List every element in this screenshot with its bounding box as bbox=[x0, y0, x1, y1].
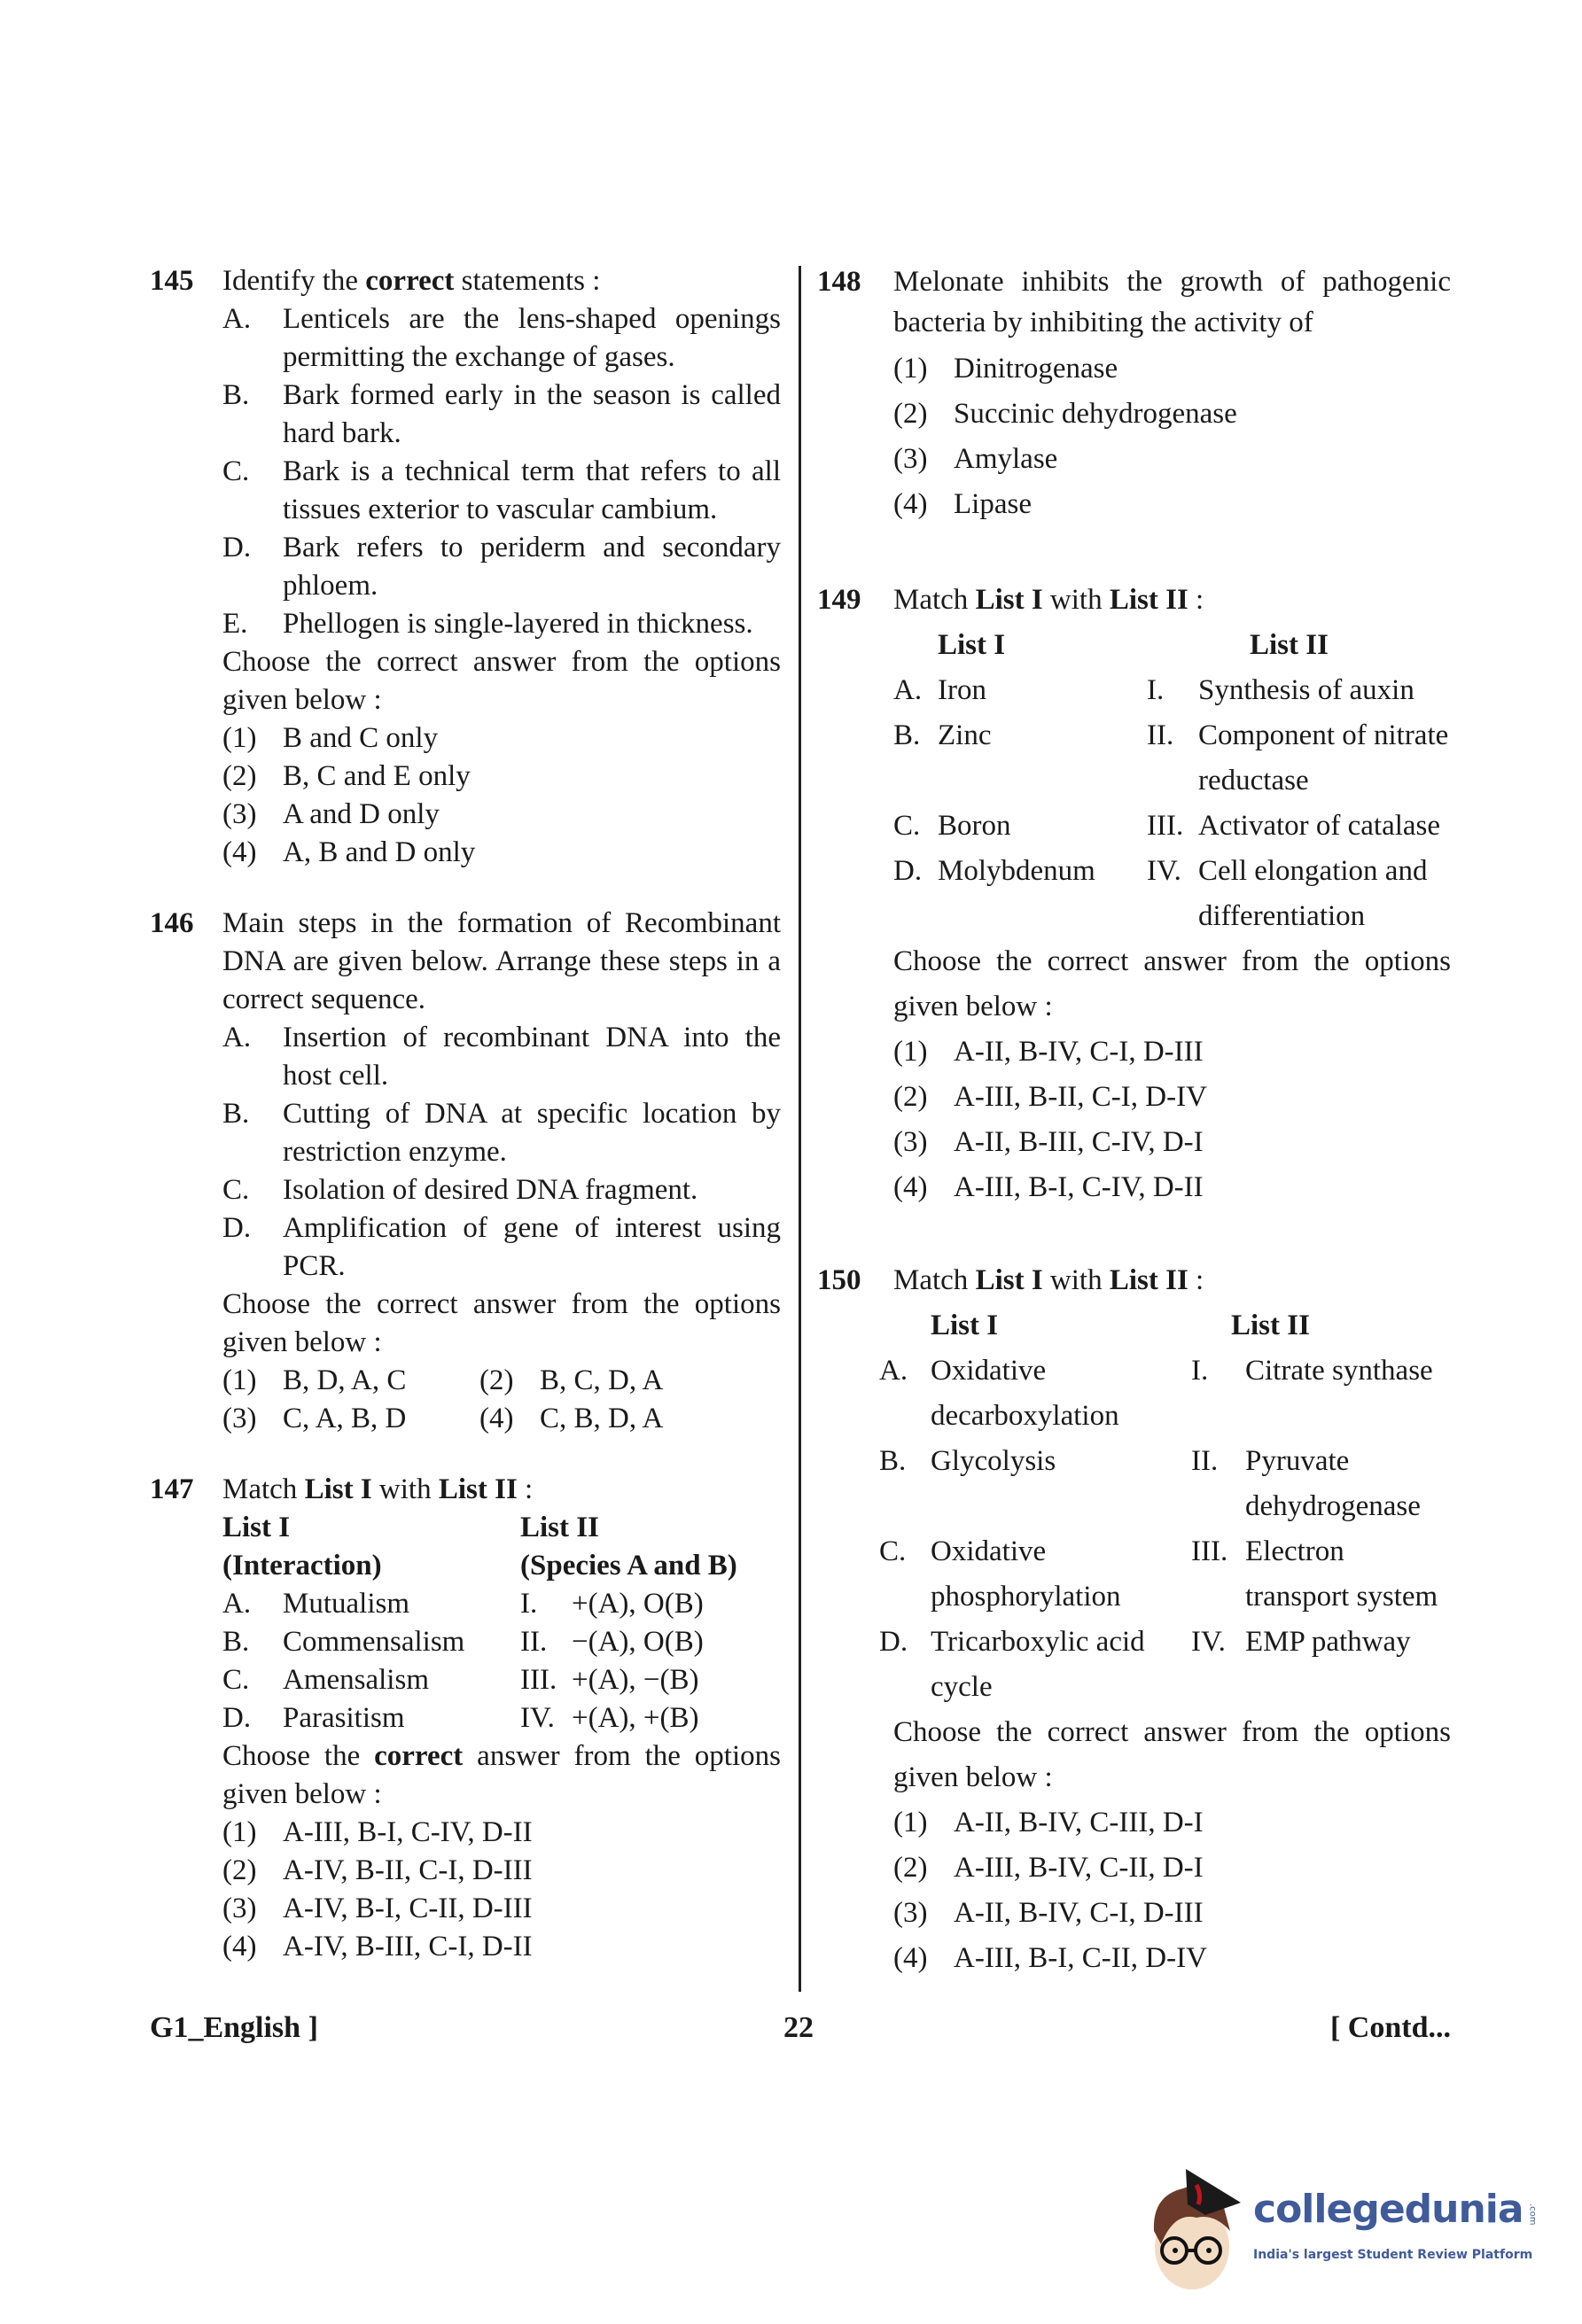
list1-label: D. bbox=[222, 1702, 252, 1734]
item-label: (2) bbox=[222, 760, 257, 792]
answer-option bbox=[222, 1362, 479, 1400]
logo-tagline: India's largest Student Review Platform bbox=[1253, 2248, 1533, 2262]
question-stem: Main steps in the formation of Recombinant DNA are given below. Arrange these steps in a correct sequence. bbox=[222, 907, 781, 1015]
question-stem bbox=[222, 1471, 781, 1509]
step-item bbox=[222, 1209, 781, 1286]
answer-option bbox=[893, 346, 1451, 392]
list2-item: −(A), O(B) bbox=[572, 1626, 704, 1658]
item-label: (3) bbox=[222, 1893, 257, 1924]
match-table-header bbox=[879, 1303, 1451, 1349]
item-text: Insertion of recombinant DNA into the host cell. bbox=[283, 1022, 781, 1092]
stem-text: with bbox=[371, 1473, 439, 1505]
item-text: A-III, B-I, C-IV, D-II bbox=[954, 1171, 1204, 1203]
stem-text: statements : bbox=[454, 265, 601, 297]
list1-item: Molybdenum bbox=[938, 855, 1095, 887]
answer-option bbox=[893, 1936, 1451, 1981]
match-row bbox=[893, 668, 1451, 713]
item-text: A-III, B-IV, C-II, D-I bbox=[954, 1852, 1204, 1884]
item-label: (2) bbox=[893, 1081, 928, 1113]
item-label: D. bbox=[222, 532, 252, 564]
item-label: (2) bbox=[893, 398, 928, 430]
collegedunia-logo bbox=[1143, 2169, 1569, 2293]
list2-label: I. bbox=[520, 1588, 538, 1620]
match-row bbox=[879, 1529, 1451, 1620]
list2-item: Synthesis of auxin bbox=[1198, 674, 1414, 706]
list1-label: B. bbox=[879, 1445, 907, 1477]
stem-text: with bbox=[1042, 584, 1110, 616]
list1-label: B. bbox=[893, 719, 921, 751]
student-mascot-icon bbox=[1143, 2169, 1250, 2293]
match-row bbox=[893, 804, 1451, 849]
footer-paper-code: G1_English ] bbox=[150, 2011, 318, 2044]
item-text: Phellogen is single-layered in thickness. bbox=[283, 608, 753, 640]
match-table-header bbox=[222, 1509, 781, 1585]
question-number: 150 bbox=[817, 1264, 861, 1296]
stem-text: : bbox=[517, 1473, 534, 1505]
stem-emphasis: List II bbox=[1109, 1264, 1188, 1296]
list1-label: C. bbox=[893, 810, 921, 842]
list2-label: II. bbox=[1147, 719, 1174, 751]
item-text: A-II, B-III, C-IV, D-I bbox=[954, 1126, 1204, 1158]
answer-option bbox=[893, 392, 1451, 437]
item-text: Cutting of DNA at specific location by restriction enzyme. bbox=[283, 1098, 781, 1168]
list1-item: Oxidative phosphorylation bbox=[931, 1535, 1121, 1613]
item-text: A-III, B-II, C-I, D-IV bbox=[954, 1081, 1207, 1113]
item-text: Bark formed early in the season is called hard bark. bbox=[283, 379, 781, 449]
item-text: A-II, B-IV, C-I, D-III bbox=[954, 1897, 1204, 1929]
item-label: (1) bbox=[893, 353, 928, 385]
item-text: Bark refers to periderm and secondary phloem. bbox=[283, 532, 781, 602]
list2-item: Activator of catalase bbox=[1198, 810, 1441, 842]
list1-item: Oxidative decarboxylation bbox=[931, 1355, 1119, 1432]
answer-option bbox=[893, 437, 1451, 482]
answer-option bbox=[222, 834, 781, 872]
question-number: 148 bbox=[817, 266, 861, 298]
match-row bbox=[222, 1585, 781, 1623]
answer-option bbox=[479, 1362, 781, 1400]
list1-subheading: (Interaction) bbox=[222, 1550, 382, 1582]
match-row bbox=[879, 1620, 1451, 1710]
list1-label: A. bbox=[222, 1588, 252, 1620]
match-table-header bbox=[893, 623, 1451, 668]
stem-emphasis: correct bbox=[365, 265, 455, 297]
item-label: (1) bbox=[222, 722, 257, 754]
list1-label: D. bbox=[893, 855, 923, 887]
question-body bbox=[879, 1258, 1451, 1981]
list1-heading: List I bbox=[222, 1512, 291, 1543]
question-number: 147 bbox=[150, 1473, 194, 1505]
item-label: (4) bbox=[222, 836, 257, 868]
stem-text: with bbox=[1042, 1264, 1110, 1296]
list2-label: III. bbox=[1147, 810, 1184, 842]
item-label: (2) bbox=[222, 1854, 257, 1886]
list2-heading: List II bbox=[1231, 1310, 1310, 1341]
item-text: Succinic dehydrogenase bbox=[954, 398, 1237, 430]
option-text: B, D, A, C bbox=[283, 1364, 407, 1396]
match-row bbox=[879, 1439, 1451, 1529]
list1-label: A. bbox=[893, 674, 923, 706]
stem-text: Identify the bbox=[222, 265, 366, 297]
item-text: B and C only bbox=[283, 722, 439, 754]
step-item bbox=[222, 1095, 781, 1171]
list2-item: +(A), O(B) bbox=[572, 1588, 704, 1620]
question-number: 149 bbox=[817, 584, 861, 616]
match-row bbox=[222, 1699, 781, 1737]
list2-label: I. bbox=[1191, 1355, 1209, 1387]
option-label: (3) bbox=[222, 1403, 257, 1434]
list2-item: +(A), −(B) bbox=[572, 1664, 699, 1696]
list2-heading: List II bbox=[520, 1512, 599, 1543]
item-text: A-III, B-I, C-II, D-IV bbox=[954, 1942, 1207, 1974]
list2-item: Electron transport system bbox=[1245, 1535, 1438, 1613]
question-body bbox=[893, 578, 1451, 1210]
answer-option bbox=[222, 1928, 781, 1966]
question-stem: Melonate inhibits the growth of pathogenic bacteria by inhibiting the activity of bbox=[893, 266, 1451, 338]
answer-option bbox=[893, 1891, 1451, 1936]
list1-item: Mutualism bbox=[283, 1588, 410, 1620]
page-number: 22 bbox=[783, 2011, 814, 2044]
stem-emphasis: List I bbox=[304, 1473, 372, 1505]
answer-option bbox=[479, 1400, 781, 1438]
item-label: (4) bbox=[893, 488, 928, 520]
option-text: B, C, D, A bbox=[540, 1364, 664, 1396]
item-text: Dinitrogenase bbox=[954, 353, 1118, 385]
option-text: C, A, B, D bbox=[283, 1403, 407, 1434]
item-text: A-III, B-I, C-IV, D-II bbox=[283, 1816, 533, 1848]
stem-text: Match bbox=[893, 1264, 976, 1296]
stem-text: : bbox=[1188, 1264, 1204, 1296]
list1-item: Tricarboxylic acid cycle bbox=[931, 1626, 1145, 1703]
item-text: A-IV, B-II, C-I, D-III bbox=[283, 1854, 533, 1886]
list2-item: EMP pathway bbox=[1245, 1626, 1411, 1658]
answer-option bbox=[222, 1890, 781, 1928]
option-label: (1) bbox=[222, 1364, 257, 1396]
stem-emphasis: List II bbox=[1109, 584, 1188, 616]
choose-text: answer from the options given below : bbox=[222, 1740, 781, 1810]
list2-subheading: (Species A and B) bbox=[520, 1550, 737, 1582]
step-item bbox=[222, 1171, 781, 1209]
choose-emphasis: correct bbox=[374, 1740, 464, 1772]
list2-label: I. bbox=[1147, 674, 1165, 706]
list2-item: Cell elongation and differentiation bbox=[1198, 855, 1428, 932]
statement-item bbox=[222, 300, 781, 377]
choose-instruction: Choose the correct answer from the options given below : bbox=[893, 945, 1451, 1022]
question-body bbox=[222, 262, 781, 872]
column-divider bbox=[799, 266, 801, 1992]
statement-item bbox=[222, 605, 781, 643]
stem-emphasis: List I bbox=[975, 1264, 1043, 1296]
list2-item: Component of nitrate reductase bbox=[1198, 719, 1449, 797]
list1-item: Commensalism bbox=[283, 1626, 465, 1658]
logo-wordmark-group bbox=[1253, 2185, 1538, 2235]
answer-option bbox=[893, 1120, 1451, 1165]
choose-instruction: Choose the correct answer from the options given below : bbox=[893, 1716, 1451, 1793]
stem-emphasis: List I bbox=[975, 584, 1043, 616]
step-item bbox=[222, 1019, 781, 1095]
list2-label: IV. bbox=[1147, 855, 1181, 887]
item-text: Lipase bbox=[954, 488, 1032, 520]
item-text: A, B and D only bbox=[283, 836, 476, 868]
list2-item: +(A), +(B) bbox=[572, 1702, 699, 1734]
list1-item: Amensalism bbox=[283, 1664, 429, 1696]
list1-heading: List I bbox=[938, 629, 1006, 661]
item-text: B, C and E only bbox=[283, 760, 471, 792]
item-label: (4) bbox=[893, 1942, 928, 1974]
choose-instruction bbox=[222, 1737, 781, 1814]
item-label: E. bbox=[222, 608, 248, 640]
option-label: (2) bbox=[479, 1364, 514, 1396]
item-text: A-II, B-IV, C-I, D-III bbox=[954, 1036, 1204, 1068]
logo-com: .com bbox=[1527, 2204, 1538, 2226]
item-label: C. bbox=[222, 1174, 250, 1206]
item-label: (4) bbox=[893, 1171, 928, 1203]
item-text: A-II, B-IV, C-III, D-I bbox=[954, 1807, 1204, 1838]
list1-heading: List I bbox=[931, 1310, 999, 1341]
option-text: C, B, D, A bbox=[540, 1403, 664, 1434]
match-row bbox=[879, 1349, 1451, 1439]
list2-label: IV. bbox=[1191, 1626, 1226, 1658]
item-label: (4) bbox=[222, 1931, 257, 1963]
stem-text: : bbox=[1188, 584, 1204, 616]
answer-option bbox=[222, 1852, 781, 1890]
item-label: (3) bbox=[893, 443, 928, 475]
item-text: Amylase bbox=[954, 443, 1058, 475]
footer-continued: [ Contd... bbox=[1329, 2011, 1451, 2044]
item-text: Isolation of desired DNA fragment. bbox=[283, 1174, 698, 1206]
item-text: Lenticels are the lens-shaped openings permitting the exchange of gases. bbox=[283, 303, 781, 373]
list2-label: II. bbox=[1191, 1445, 1219, 1477]
item-label: (1) bbox=[893, 1036, 928, 1068]
answer-option bbox=[893, 1075, 1451, 1120]
item-text: A-IV, B-III, C-I, D-II bbox=[283, 1931, 533, 1963]
statement-item bbox=[222, 529, 781, 605]
statement-item bbox=[222, 377, 781, 453]
item-label: (1) bbox=[222, 1816, 257, 1848]
question-body bbox=[893, 261, 1451, 527]
item-label: A. bbox=[222, 303, 252, 335]
list1-label: C. bbox=[879, 1535, 907, 1567]
list2-label: III. bbox=[1191, 1535, 1228, 1567]
list1-item: Parasitism bbox=[283, 1702, 405, 1734]
item-text: A-IV, B-I, C-II, D-III bbox=[283, 1893, 533, 1924]
question-stem bbox=[893, 1258, 1451, 1303]
item-label: (2) bbox=[893, 1852, 928, 1884]
list2-item: Citrate synthase bbox=[1245, 1355, 1433, 1387]
item-label: (3) bbox=[893, 1126, 928, 1158]
item-text: Amplification of gene of interest using PCR. bbox=[283, 1212, 781, 1282]
list1-label: D. bbox=[879, 1626, 908, 1658]
item-label: A. bbox=[222, 1022, 252, 1053]
item-label: (1) bbox=[893, 1807, 928, 1838]
list1-label: B. bbox=[222, 1626, 250, 1658]
list2-heading: List II bbox=[1250, 629, 1329, 661]
question-stem bbox=[893, 578, 1451, 623]
item-label: B. bbox=[222, 1098, 250, 1130]
list1-item: Zinc bbox=[938, 719, 992, 751]
stem-text: Match bbox=[893, 584, 976, 616]
item-label: D. bbox=[222, 1212, 252, 1244]
option-label: (4) bbox=[479, 1403, 514, 1434]
question-body bbox=[222, 1471, 781, 1966]
answer-option bbox=[222, 719, 781, 758]
stem-emphasis: List II bbox=[438, 1473, 518, 1505]
list1-item: Iron bbox=[938, 674, 986, 706]
answer-option bbox=[893, 482, 1451, 527]
item-label: B. bbox=[222, 379, 250, 411]
list2-label: II. bbox=[520, 1626, 548, 1658]
question-body bbox=[222, 905, 781, 1438]
item-label: (3) bbox=[222, 798, 257, 830]
answer-option bbox=[222, 796, 781, 834]
match-row bbox=[893, 849, 1451, 939]
match-row bbox=[893, 713, 1451, 804]
answer-option bbox=[893, 1846, 1451, 1891]
answer-option bbox=[222, 1814, 781, 1852]
choose-instruction: Choose the correct answer from the options given below : bbox=[222, 646, 781, 716]
item-text: Bark is a technical term that refers to all tissues exterior to vascular cambium. bbox=[283, 455, 781, 525]
item-text: A and D only bbox=[283, 798, 440, 830]
stem-text: Match bbox=[222, 1473, 305, 1505]
list1-item: Glycolysis bbox=[931, 1445, 1056, 1477]
statement-item bbox=[222, 453, 781, 529]
list2-label: III. bbox=[520, 1664, 557, 1696]
list1-label: C. bbox=[222, 1664, 250, 1696]
answer-option bbox=[222, 1400, 479, 1438]
list1-item: Boron bbox=[938, 810, 1011, 842]
list2-label: IV. bbox=[520, 1702, 555, 1734]
answer-option bbox=[222, 758, 781, 796]
list2-item: Pyruvate dehydrogenase bbox=[1245, 1445, 1421, 1522]
match-row bbox=[222, 1623, 781, 1661]
item-label: C. bbox=[222, 455, 250, 487]
list1-label: A. bbox=[879, 1355, 908, 1387]
item-label: (3) bbox=[893, 1897, 928, 1929]
answer-option bbox=[893, 1165, 1451, 1210]
answer-option bbox=[893, 1800, 1451, 1846]
question-number: 146 bbox=[150, 907, 194, 939]
choose-instruction: Choose the correct answer from the options given below : bbox=[222, 1288, 781, 1358]
choose-text: Choose the bbox=[222, 1740, 375, 1772]
logo-wordmark: collegedunia bbox=[1253, 2187, 1524, 2232]
question-number: 145 bbox=[150, 265, 194, 297]
match-row bbox=[222, 1661, 781, 1699]
answer-option bbox=[893, 1030, 1451, 1075]
question-stem bbox=[222, 262, 781, 300]
